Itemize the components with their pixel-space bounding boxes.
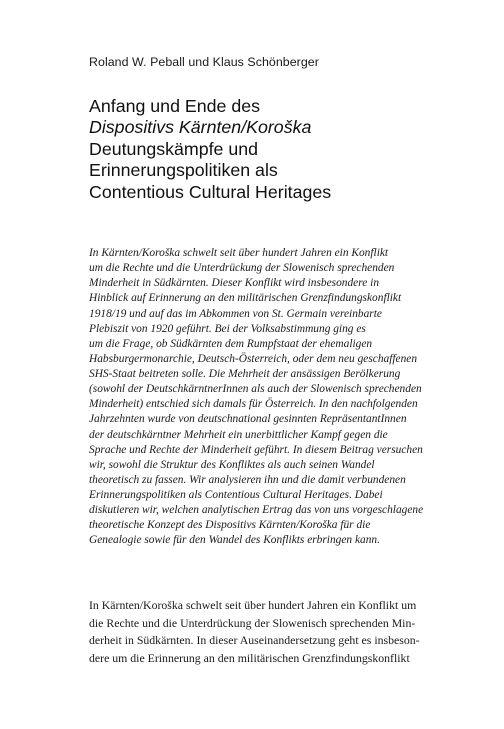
title-line: Contentious Cultural Heritages xyxy=(89,181,332,202)
title-line: Erinnerungspolitiken als xyxy=(89,160,278,181)
abstract-line: Minderheit) entschied sich damals für Österreich. In den nachfolgenden xyxy=(89,398,418,411)
title-line-italic: Dispositivs Kärnten/Koroška xyxy=(89,117,312,138)
abstract-line: theoretisch zu fassen. Wir analysieren ihn und die damit verbundenen xyxy=(89,473,406,486)
abstract-line: Jahrzehnten wurde von deutschnational gesinnten RepräsentantInnen xyxy=(89,413,407,426)
body-line: die Rechte und die Unterdrückung der Slowenisch sprechenden Min- xyxy=(89,615,416,630)
body-line: derheit in Südkärnten. In dieser Auseinandersetzung geht es insbeson- xyxy=(89,633,420,648)
body-line: In Kärnten/Koroška schwelt seit über hundert Jahren ein Konflikt um xyxy=(89,598,417,612)
abstract-line: SHS-Staat beitreten solle. Die Mehrheit der ansässigen Berölkerung xyxy=(89,368,401,380)
abstract-paragraph xyxy=(89,246,439,549)
author-line: Roland W. Peball und Klaus Schönberger xyxy=(89,55,319,69)
abstract-line: In Kärnten/Koroška schwelt seit über hundert Jahren ein Konflikt xyxy=(89,247,389,259)
body-paragraph xyxy=(89,597,439,667)
abstract-line: (sowohl der DeutschkärntnerInnen als auch der Slowenisch sprechenden xyxy=(89,383,422,396)
abstract-line: Hinblick auf Erinnerung an den militärischen Grenzfindungskonflikt xyxy=(89,292,402,305)
title-line: Deutungskämpfe und xyxy=(89,138,259,159)
article-title xyxy=(89,96,469,203)
abstract-line: 1918/19 und auf das im Abkommen von St. Germain vereinbarte xyxy=(89,307,382,320)
abstract-line: Sprache und Rechte der Minderheit geführt. In diesem Beitrag versuchen xyxy=(89,443,423,456)
abstract-line: Erinnerungspolitiken als Contentious Cultural Heritages. Dabei xyxy=(89,489,383,501)
abstract-line: um die Frage, ob Südkärnten dem Rumpfstaat der ehemaligen xyxy=(89,337,373,350)
abstract-line: theoretische Konzept des Dispositivs Kärnten/Koroška für die xyxy=(89,519,371,532)
abstract-line: Habsburgermonarchie, Deutsch-Österreich, oder dem neu geschaffenen xyxy=(89,352,418,365)
abstract-line: wir, sowohl die Struktur des Konfliktes als auch seinen Wandel xyxy=(89,458,375,471)
abstract-line: Genealogie sowie für den Wandel des Konflikts erbringen kann. xyxy=(89,534,380,547)
abstract-line: Minderheit in Südkärnten. Dieser Konflikt wird insbesondere in xyxy=(89,277,380,290)
abstract-line: der deutschkärntner Mehrheit ein unerbittlicher Kampf gegen die xyxy=(89,428,388,441)
abstract-line: diskutieren wir, welchen analytischen Ertrag das von uns vorgeschlagene xyxy=(89,504,424,517)
title-line: Anfang und Ende des xyxy=(89,96,261,116)
abstract-line: um die Rechte und die Unterdrückung der Slowenisch sprechenden xyxy=(89,262,395,275)
body-line: dere um die Erinnerung an den militärischen Grenzfindungskonflikt xyxy=(89,650,410,665)
abstract-line: Plebiszit von 1920 geführt. Bei der Volksabstimmung ging es xyxy=(89,322,366,335)
